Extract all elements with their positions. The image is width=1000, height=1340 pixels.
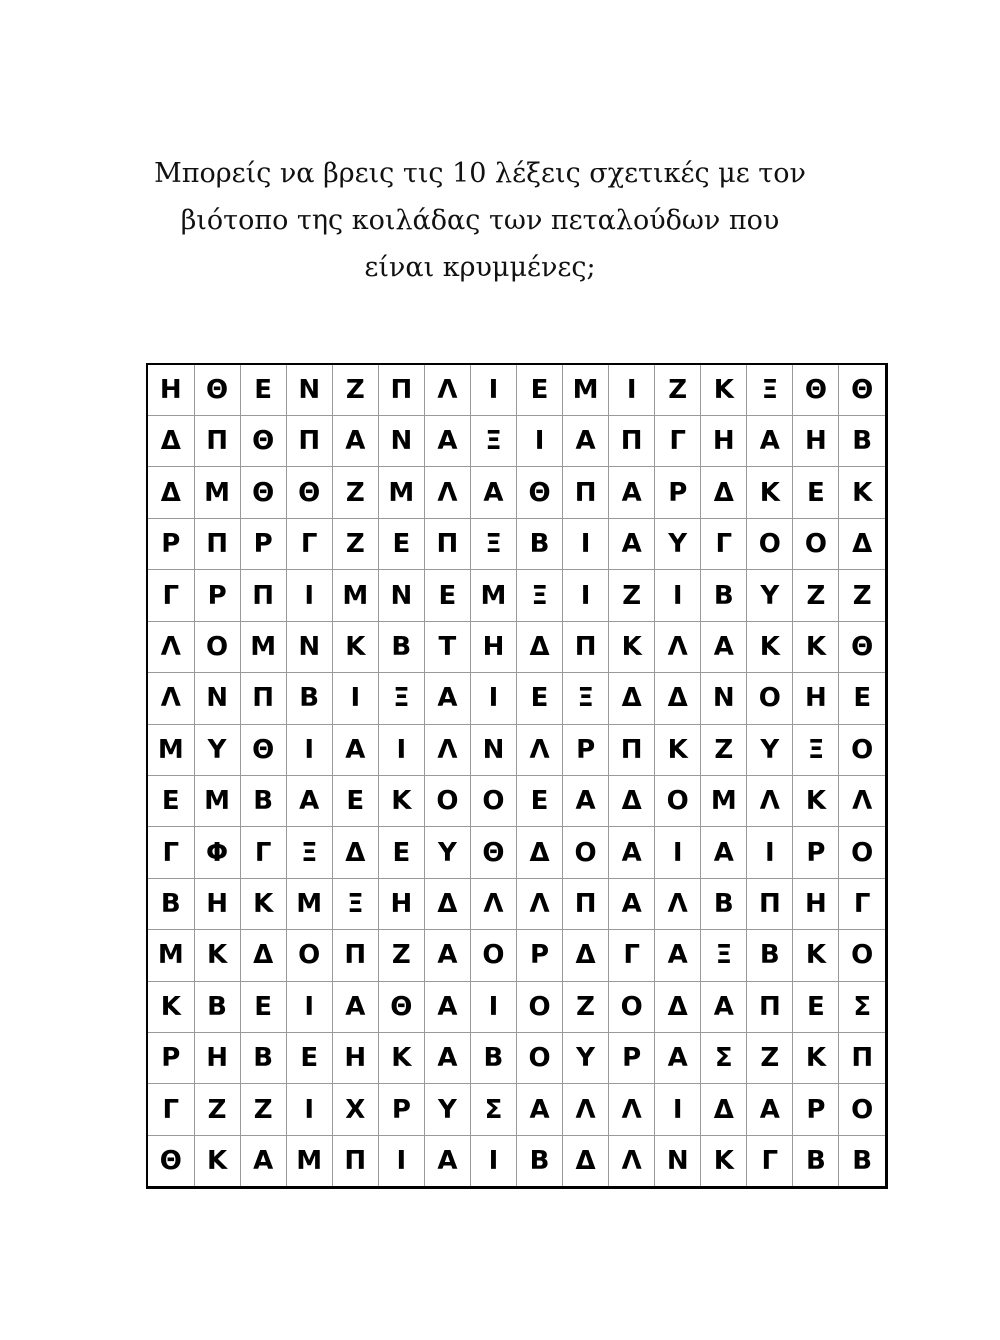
grid-cell[interactable]: Υ [424, 1084, 470, 1135]
grid-cell[interactable]: Μ [148, 724, 194, 775]
grid-cell[interactable]: Ι [378, 724, 424, 775]
grid-cell[interactable]: Δ [563, 1135, 609, 1186]
grid-cell[interactable]: Ο [839, 1084, 885, 1135]
grid-cell[interactable]: Ζ [793, 570, 839, 621]
grid-cell[interactable]: Ο [470, 775, 516, 826]
grid-cell[interactable]: Κ [793, 621, 839, 672]
grid-cell[interactable]: Κ [793, 1032, 839, 1083]
grid-cell[interactable]: Ι [470, 981, 516, 1032]
grid-row [148, 518, 885, 569]
grid-cell[interactable]: Υ [655, 518, 701, 569]
grid-cell[interactable]: Θ [793, 365, 839, 416]
grid-cell[interactable]: Μ [286, 1135, 332, 1186]
grid-cell[interactable]: Ι [286, 724, 332, 775]
grid-cell[interactable]: Ξ [378, 673, 424, 724]
grid-cell[interactable]: Η [470, 621, 516, 672]
grid-cell[interactable]: Θ [378, 981, 424, 1032]
grid-cell[interactable]: Λ [517, 878, 563, 929]
grid-cell[interactable]: Ρ [793, 1084, 839, 1135]
grid-cell[interactable]: Γ [240, 827, 286, 878]
word-search-table [148, 365, 885, 1186]
grid-cell[interactable]: Γ [148, 570, 194, 621]
grid-cell[interactable]: Ρ [148, 518, 194, 569]
grid-cell[interactable]: Α [609, 467, 655, 518]
grid-cell[interactable]: Ρ [194, 570, 240, 621]
grid-cell[interactable]: Κ [240, 878, 286, 929]
grid-cell[interactable]: Β [470, 1032, 516, 1083]
grid-cell[interactable]: Κ [747, 621, 793, 672]
grid-cell[interactable]: Ι [563, 518, 609, 569]
grid-cell[interactable]: Κ [701, 1135, 747, 1186]
grid-row [148, 621, 885, 672]
grid-cell[interactable]: Θ [470, 827, 516, 878]
grid-cell[interactable]: Θ [517, 467, 563, 518]
grid-cell[interactable]: Α [655, 1032, 701, 1083]
grid-row [148, 1032, 885, 1083]
grid-cell[interactable]: Β [839, 1135, 885, 1186]
grid-cell[interactable]: Θ [194, 365, 240, 416]
grid-cell[interactable]: Δ [655, 981, 701, 1032]
grid-row [148, 930, 885, 981]
grid-cell[interactable]: Λ [747, 775, 793, 826]
grid-row [148, 365, 885, 416]
grid-cell[interactable]: Ν [655, 1135, 701, 1186]
grid-cell[interactable]: Ι [470, 673, 516, 724]
grid-cell[interactable]: Π [747, 981, 793, 1032]
grid-cell[interactable]: Η [793, 878, 839, 929]
grid-cell[interactable]: Ε [332, 775, 378, 826]
grid-cell[interactable]: Β [148, 878, 194, 929]
grid-cell[interactable]: Ι [378, 1135, 424, 1186]
grid-cell[interactable]: Δ [517, 621, 563, 672]
grid-cell[interactable]: Α [609, 827, 655, 878]
grid-cell[interactable]: Ξ [332, 878, 378, 929]
grid-cell[interactable]: Ε [148, 775, 194, 826]
grid-cell[interactable]: Α [701, 827, 747, 878]
grid-cell[interactable]: Π [563, 878, 609, 929]
grid-cell[interactable]: Π [609, 416, 655, 467]
instructions-line-3: είναι κρυμμένες; [364, 252, 596, 283]
grid-cell[interactable]: Λ [517, 724, 563, 775]
grid-cell[interactable]: Μ [240, 621, 286, 672]
grid-cell[interactable]: Ζ [747, 1032, 793, 1083]
grid-cell[interactable]: Ζ [609, 570, 655, 621]
grid-cell[interactable]: Μ [701, 775, 747, 826]
grid-cell[interactable]: Δ [609, 673, 655, 724]
grid-cell[interactable]: Θ [286, 467, 332, 518]
grid-cell[interactable]: Λ [655, 621, 701, 672]
grid-cell[interactable]: Μ [286, 878, 332, 929]
grid-cell[interactable]: Δ [148, 467, 194, 518]
grid-cell[interactable]: Ν [286, 365, 332, 416]
grid-cell[interactable]: Ο [839, 827, 885, 878]
grid-cell[interactable]: Β [194, 981, 240, 1032]
grid-cell[interactable]: Ι [286, 1084, 332, 1135]
grid-row [148, 416, 885, 467]
grid-cell[interactable]: Λ [563, 1084, 609, 1135]
grid-cell[interactable]: Η [148, 365, 194, 416]
grid-cell[interactable]: Ζ [240, 1084, 286, 1135]
grid-cell[interactable]: Ξ [470, 518, 516, 569]
grid-cell[interactable]: Γ [839, 878, 885, 929]
grid-cell[interactable]: Σ [470, 1084, 516, 1135]
grid-cell[interactable]: Ξ [701, 930, 747, 981]
grid-cell[interactable]: Π [424, 518, 470, 569]
grid-row [148, 724, 885, 775]
grid-cell[interactable]: Α [747, 1084, 793, 1135]
grid-cell[interactable]: Ε [793, 981, 839, 1032]
grid-cell[interactable]: Π [194, 416, 240, 467]
grid-row [148, 981, 885, 1032]
grid-cell[interactable]: Γ [701, 518, 747, 569]
grid-cell[interactable]: Ο [286, 930, 332, 981]
grid-cell[interactable]: Β [701, 570, 747, 621]
grid-cell[interactable]: Β [517, 518, 563, 569]
grid-cell[interactable]: Ζ [655, 365, 701, 416]
grid-cell[interactable]: Β [378, 621, 424, 672]
grid-cell[interactable]: Γ [148, 1084, 194, 1135]
grid-cell[interactable]: Ε [378, 518, 424, 569]
grid-cell[interactable]: Κ [378, 775, 424, 826]
grid-cell[interactable]: Α [332, 416, 378, 467]
grid-cell[interactable]: Ξ [517, 570, 563, 621]
grid-cell[interactable]: Κ [609, 621, 655, 672]
grid-cell[interactable]: Κ [793, 775, 839, 826]
grid-cell[interactable]: Η [378, 878, 424, 929]
grid-row [148, 1135, 885, 1186]
grid-cell[interactable]: Κ [148, 981, 194, 1032]
grid-cell[interactable]: Δ [240, 930, 286, 981]
grid-cell[interactable]: Ο [793, 518, 839, 569]
grid-cell[interactable]: Α [655, 930, 701, 981]
grid-row [148, 673, 885, 724]
grid-cell[interactable]: Α [609, 518, 655, 569]
grid-cell[interactable]: Ρ [609, 1032, 655, 1083]
grid-cell[interactable]: Α [563, 416, 609, 467]
grid-cell[interactable]: Α [332, 724, 378, 775]
grid-cell[interactable]: Γ [655, 416, 701, 467]
grid-cell[interactable]: Ρ [563, 724, 609, 775]
grid-cell[interactable]: Θ [240, 467, 286, 518]
grid-cell[interactable]: Μ [194, 467, 240, 518]
grid-cell[interactable]: Α [424, 930, 470, 981]
grid-cell[interactable]: Β [793, 1135, 839, 1186]
grid-cell[interactable]: Μ [194, 775, 240, 826]
grid-cell[interactable]: Λ [424, 724, 470, 775]
grid-cell[interactable]: Ο [609, 981, 655, 1032]
grid-cell[interactable]: Δ [332, 827, 378, 878]
grid-cell[interactable]: Λ [470, 878, 516, 929]
grid-cell[interactable]: Ν [378, 570, 424, 621]
grid-cell[interactable]: Α [424, 416, 470, 467]
grid-cell[interactable]: Β [240, 1032, 286, 1083]
grid-cell[interactable]: Ν [701, 673, 747, 724]
grid-cell[interactable]: Α [424, 673, 470, 724]
grid-cell[interactable]: Δ [655, 673, 701, 724]
grid-cell[interactable]: Π [286, 416, 332, 467]
grid-cell[interactable]: Τ [424, 621, 470, 672]
grid-cell[interactable]: Ο [194, 621, 240, 672]
grid-cell[interactable]: Α [424, 981, 470, 1032]
grid-cell[interactable]: Θ [839, 621, 885, 672]
grid-cell[interactable]: Ν [378, 416, 424, 467]
grid-cell[interactable]: Π [194, 518, 240, 569]
grid-cell[interactable]: Ρ [517, 930, 563, 981]
grid-cell[interactable]: Ρ [655, 467, 701, 518]
grid-cell[interactable]: Γ [148, 827, 194, 878]
grid-cell[interactable]: Μ [470, 570, 516, 621]
grid-cell[interactable]: Μ [332, 570, 378, 621]
grid-cell[interactable]: Ν [286, 621, 332, 672]
grid-cell[interactable]: Β [286, 673, 332, 724]
grid-cell[interactable]: Ζ [701, 724, 747, 775]
grid-cell[interactable]: Π [609, 724, 655, 775]
grid-cell[interactable]: Β [839, 416, 885, 467]
instructions-line-2: βιότοπο της κοιλάδας των πεταλούδων που [180, 205, 780, 236]
grid-cell[interactable]: Δ [424, 878, 470, 929]
grid-cell[interactable]: Λ [609, 1135, 655, 1186]
grid-cell[interactable]: Δ [148, 416, 194, 467]
grid-cell[interactable]: Ξ [793, 724, 839, 775]
grid-cell[interactable]: Θ [148, 1135, 194, 1186]
grid-cell[interactable]: Π [563, 467, 609, 518]
grid-cell[interactable]: Ο [470, 930, 516, 981]
grid-cell[interactable]: Υ [747, 570, 793, 621]
grid-cell[interactable]: Ε [378, 827, 424, 878]
grid-cell[interactable]: Χ [332, 1084, 378, 1135]
grid-cell[interactable]: Ρ [378, 1084, 424, 1135]
grid-cell[interactable]: Σ [839, 981, 885, 1032]
grid-cell[interactable]: Κ [194, 930, 240, 981]
grid-cell[interactable]: Α [563, 775, 609, 826]
grid-cell[interactable]: Ξ [286, 827, 332, 878]
grid-cell[interactable]: Υ [563, 1032, 609, 1083]
grid-cell[interactable]: Ζ [332, 518, 378, 569]
grid-cell[interactable]: Α [747, 416, 793, 467]
grid-cell[interactable]: Π [378, 365, 424, 416]
grid-cell[interactable]: Λ [424, 467, 470, 518]
grid-cell[interactable]: Ζ [332, 467, 378, 518]
grid-cell[interactable]: Α [701, 621, 747, 672]
grid-cell[interactable]: Ι [655, 1084, 701, 1135]
grid-cell[interactable]: Λ [148, 673, 194, 724]
grid-cell[interactable]: Α [424, 1135, 470, 1186]
grid-cell[interactable]: Ο [839, 724, 885, 775]
grid-cell[interactable]: Η [194, 878, 240, 929]
grid-cell[interactable]: Ε [424, 570, 470, 621]
grid-cell[interactable]: Α [517, 1084, 563, 1135]
grid-cell[interactable]: Α [424, 1032, 470, 1083]
word-search-grid [146, 363, 888, 1189]
grid-cell[interactable]: Κ [655, 724, 701, 775]
grid-cell[interactable]: Δ [839, 518, 885, 569]
grid-cell[interactable]: Κ [194, 1135, 240, 1186]
grid-cell[interactable]: Η [793, 673, 839, 724]
grid-cell[interactable]: Ε [240, 981, 286, 1032]
grid-cell[interactable]: Κ [793, 930, 839, 981]
grid-cell[interactable]: Θ [839, 365, 885, 416]
grid-cell[interactable]: Ι [609, 365, 655, 416]
instructions-line-1: Μπορείς να βρεις τις 10 λέξεις σχετικές με τον [154, 158, 806, 189]
grid-cell[interactable]: Π [839, 1032, 885, 1083]
grid-cell[interactable]: Ε [517, 775, 563, 826]
grid-cell[interactable]: Ι [563, 570, 609, 621]
grid-cell[interactable]: Ε [286, 1032, 332, 1083]
grid-cell[interactable]: Ν [470, 724, 516, 775]
grid-cell[interactable]: Κ [378, 1032, 424, 1083]
grid-cell[interactable]: Υ [747, 724, 793, 775]
grid-row [148, 467, 885, 518]
grid-cell[interactable]: Α [240, 1135, 286, 1186]
grid-cell[interactable]: Γ [609, 930, 655, 981]
grid-cell[interactable]: Ο [655, 775, 701, 826]
grid-cell[interactable]: Ο [424, 775, 470, 826]
grid-cell[interactable]: Α [701, 981, 747, 1032]
grid-cell[interactable]: Ι [517, 416, 563, 467]
grid-cell[interactable]: Ε [793, 467, 839, 518]
grid-cell[interactable]: Δ [701, 467, 747, 518]
grid-cell[interactable]: Κ [701, 365, 747, 416]
grid-cell[interactable]: Ο [563, 827, 609, 878]
grid-cell[interactable]: Ζ [194, 1084, 240, 1135]
grid-cell[interactable]: Ι [470, 365, 516, 416]
grid-cell[interactable]: Υ [424, 827, 470, 878]
grid-cell[interactable]: Ν [194, 673, 240, 724]
grid-cell[interactable]: Π [332, 930, 378, 981]
grid-cell[interactable]: Β [240, 775, 286, 826]
grid-cell[interactable]: Ι [286, 981, 332, 1032]
grid-cell[interactable]: Γ [747, 1135, 793, 1186]
grid-cell[interactable]: Ι [286, 570, 332, 621]
grid-cell[interactable]: Β [701, 878, 747, 929]
grid-cell[interactable]: Θ [240, 724, 286, 775]
grid-cell[interactable]: Ι [470, 1135, 516, 1186]
grid-cell[interactable]: Ρ [793, 827, 839, 878]
grid-cell[interactable]: Ζ [332, 365, 378, 416]
grid-cell[interactable]: Μ [563, 365, 609, 416]
instructions [80, 150, 880, 291]
grid-cell[interactable]: Ο [839, 930, 885, 981]
grid-cell[interactable]: Μ [148, 930, 194, 981]
grid-cell[interactable]: Β [747, 930, 793, 981]
grid-cell[interactable]: Δ [563, 930, 609, 981]
grid-cell[interactable]: Β [517, 1135, 563, 1186]
grid-cell[interactable]: Ε [839, 673, 885, 724]
grid-row [148, 827, 885, 878]
grid-cell[interactable]: Μ [378, 467, 424, 518]
grid-cell[interactable]: Π [332, 1135, 378, 1186]
grid-cell[interactable]: Κ [747, 467, 793, 518]
grid-cell[interactable]: Ξ [747, 365, 793, 416]
grid-cell[interactable]: Ε [517, 365, 563, 416]
grid-cell[interactable]: Ε [240, 365, 286, 416]
grid-cell[interactable]: Ζ [378, 930, 424, 981]
grid-cell[interactable]: Ι [655, 570, 701, 621]
grid-cell[interactable]: Γ [286, 518, 332, 569]
grid-cell[interactable]: Α [609, 878, 655, 929]
grid-cell[interactable]: Λ [148, 621, 194, 672]
grid-cell[interactable]: Ζ [563, 981, 609, 1032]
grid-cell[interactable]: Λ [655, 878, 701, 929]
grid-row [148, 570, 885, 621]
grid-cell[interactable]: Η [332, 1032, 378, 1083]
grid-cell[interactable]: Ρ [148, 1032, 194, 1083]
grid-cell[interactable]: Κ [332, 621, 378, 672]
grid-cell[interactable]: Π [747, 878, 793, 929]
grid-cell[interactable]: Ε [517, 673, 563, 724]
grid-cell[interactable]: Υ [194, 724, 240, 775]
grid-cell[interactable]: Α [470, 467, 516, 518]
grid-cell[interactable]: Λ [609, 1084, 655, 1135]
grid-row [148, 878, 885, 929]
grid-row [148, 1084, 885, 1135]
grid-row [148, 775, 885, 826]
grid-cell[interactable]: Ο [517, 1032, 563, 1083]
grid-cell[interactable]: Λ [424, 365, 470, 416]
grid-cell[interactable]: Π [563, 621, 609, 672]
grid-cell[interactable]: Ξ [563, 673, 609, 724]
grid-cell[interactable]: Η [793, 416, 839, 467]
grid-cell[interactable]: Ο [517, 981, 563, 1032]
grid-cell[interactable]: Θ [240, 416, 286, 467]
grid-cell[interactable]: Η [194, 1032, 240, 1083]
grid-cell[interactable]: Φ [194, 827, 240, 878]
grid-cell[interactable]: Δ [701, 1084, 747, 1135]
grid-cell[interactable]: Λ [839, 775, 885, 826]
grid-cell[interactable]: Δ [609, 775, 655, 826]
grid-cell[interactable]: Κ [839, 467, 885, 518]
grid-cell[interactable]: Ζ [839, 570, 885, 621]
grid-cell[interactable]: Ι [332, 673, 378, 724]
grid-cell[interactable]: Α [332, 981, 378, 1032]
grid-cell[interactable]: Ξ [470, 416, 516, 467]
grid-cell[interactable]: Π [240, 673, 286, 724]
grid-cell[interactable]: Ι [747, 827, 793, 878]
grid-cell[interactable]: Π [240, 570, 286, 621]
grid-cell[interactable]: Ο [747, 673, 793, 724]
grid-cell[interactable]: Ι [655, 827, 701, 878]
grid-cell[interactable]: Η [701, 416, 747, 467]
grid-cell[interactable]: Δ [517, 827, 563, 878]
grid-cell[interactable]: Ρ [240, 518, 286, 569]
grid-cell[interactable]: Α [286, 775, 332, 826]
grid-cell[interactable]: Σ [701, 1032, 747, 1083]
grid-cell[interactable]: Ο [747, 518, 793, 569]
